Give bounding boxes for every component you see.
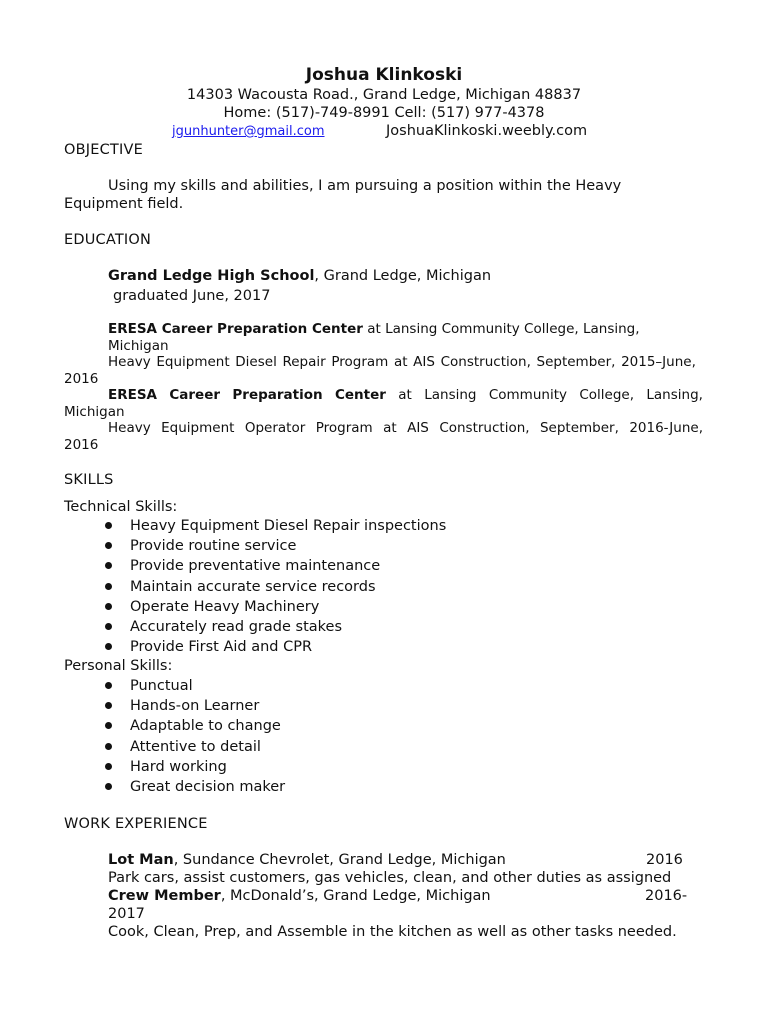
job-2-employer: , McDonald’s, Grand Ledge, Michigan	[220, 888, 491, 904]
word: Construction,	[439, 420, 530, 436]
word: at	[393, 354, 408, 370]
skill-text: Accurately read grade stakes	[130, 618, 342, 635]
word: September,	[539, 420, 619, 436]
word: September,	[536, 354, 616, 370]
objective-heading: OBJECTIVE	[64, 142, 143, 158]
list-item	[104, 777, 285, 797]
high-school-entry	[108, 267, 491, 285]
technical-skills-list	[104, 516, 446, 657]
high-school-name: Grand Ledge High School	[108, 268, 315, 284]
website-text: JoshuaKlinkoski.weebly.com	[386, 123, 588, 139]
word: AIS	[407, 420, 429, 436]
eresa-1-location: at Lansing Community College, Lansing,	[362, 321, 640, 337]
word: Lansing,	[646, 387, 703, 403]
word: Repair	[282, 354, 326, 370]
skill-text: Punctual	[130, 678, 193, 694]
objective-line-1: Using my skills and abilities, I am pursuing a position within the Heavy	[108, 178, 622, 194]
bullet-icon	[105, 783, 112, 790]
eresa-1-program-end: 2016	[64, 371, 99, 387]
word: at	[383, 420, 397, 436]
bullet-icon	[105, 763, 112, 770]
skill-text: Hard working	[130, 758, 227, 775]
objective-line-2: Equipment field.	[64, 196, 184, 212]
list-item	[104, 516, 446, 536]
word: AIS	[413, 354, 435, 370]
skill-text: Provide First Aid and CPR	[130, 639, 313, 656]
eresa-1-name: ERESA Career Preparation Center	[108, 321, 363, 337]
job-2-years: 2016-	[645, 888, 688, 904]
word: 2015–June,	[621, 354, 696, 370]
eresa-2-program-end: 2016	[64, 437, 99, 453]
job-1-duties: Park cars, assist customers, gas vehicles, clean, and other duties as assigned	[108, 870, 672, 886]
skill-text: Provide routine service	[130, 538, 297, 555]
bullet-icon	[105, 623, 112, 630]
phone-numbers: Home: (517)-749-8991 Cell: (517) 977-4378	[223, 105, 545, 121]
word: Preparation	[232, 387, 323, 403]
job-1-years: 2016	[646, 852, 683, 868]
skill-text: Operate Heavy Machinery	[130, 598, 320, 615]
eresa-entry-1-line-1	[108, 321, 640, 338]
skill-text: Hands-on Learner	[130, 698, 260, 715]
list-item	[104, 676, 285, 696]
list-item	[104, 536, 446, 556]
word: College,	[579, 387, 635, 403]
graduation-date: graduated June, 2017	[113, 288, 271, 304]
word: Construction,	[440, 354, 531, 370]
high-school-location: , Grand Ledge, Michigan	[314, 268, 492, 284]
list-item	[104, 577, 446, 597]
word: Heavy	[108, 420, 151, 436]
word: Program	[331, 354, 389, 370]
personal-skills-label: Personal Skills:	[64, 658, 173, 674]
word: Equipment	[156, 354, 230, 370]
job-2-title: Crew Member	[108, 888, 221, 904]
personal-skills-list	[104, 676, 285, 797]
list-item	[104, 737, 285, 757]
bullet-icon	[105, 743, 112, 750]
word: Program	[315, 420, 373, 436]
word: Community	[488, 387, 567, 403]
bullet-icon	[105, 702, 112, 709]
word: Lansing	[424, 387, 477, 403]
job-2-years-continued: 2017	[108, 906, 145, 922]
list-item	[104, 637, 446, 657]
word: Operator	[244, 420, 306, 436]
word: Center	[334, 387, 386, 403]
skill-text: Adaptable to change	[130, 718, 281, 735]
work-experience-heading: WORK EXPERIENCE	[64, 816, 208, 832]
bullet-icon	[105, 562, 112, 569]
skill-text: Provide preventative maintenance	[130, 558, 381, 575]
eresa-entry-1-line-2: Michigan	[108, 338, 169, 354]
bullet-icon	[105, 722, 112, 729]
bullet-icon	[105, 522, 112, 529]
list-item	[104, 757, 285, 777]
address: 14303 Wacousta Road., Grand Ledge, Michigan 48837	[186, 87, 582, 103]
eresa-entry-2-line-2: Michigan	[64, 404, 125, 420]
bullet-icon	[105, 682, 112, 689]
eresa-entry-2-line-1	[108, 387, 703, 404]
word: Equipment	[161, 420, 235, 436]
bullet-icon	[105, 603, 112, 610]
job-2-duties: Cook, Clean, Prep, and Assemble in the kitchen as well as other tasks needed.	[108, 924, 677, 940]
bullet-icon	[105, 643, 112, 650]
skill-text: Heavy Equipment Diesel Repair inspections	[130, 518, 447, 534]
education-heading: EDUCATION	[64, 232, 152, 248]
applicant-name: Joshua Klinkoski	[305, 65, 463, 85]
skill-text: Maintain accurate service records	[130, 578, 376, 595]
bullet-icon	[105, 542, 112, 549]
word: Heavy	[108, 354, 151, 370]
job-1-employer: , Sundance Chevrolet, Grand Ledge, Michigan	[173, 852, 506, 868]
skill-text: Great decision maker	[130, 778, 286, 795]
word: ERESA	[108, 387, 158, 403]
list-item	[104, 696, 285, 716]
word: Diesel	[235, 354, 277, 370]
list-item	[104, 556, 446, 576]
email-link[interactable]: jgunhunter@gmail.com	[172, 124, 325, 139]
list-item	[104, 617, 446, 637]
bullet-icon	[105, 583, 112, 590]
eresa-2-program	[108, 420, 703, 437]
word: 2016-June,	[629, 420, 703, 436]
job-1-title: Lot Man	[108, 852, 174, 868]
list-item	[104, 716, 285, 736]
job-2-title-line	[108, 887, 491, 905]
word: at	[398, 387, 412, 403]
technical-skills-label: Technical Skills:	[64, 499, 178, 515]
list-item	[104, 597, 446, 617]
job-1-title-line	[108, 851, 506, 869]
eresa-1-program	[108, 354, 696, 371]
skills-heading: SKILLS	[64, 472, 114, 488]
skill-text: Attentive to detail	[130, 738, 261, 755]
word: Career	[169, 387, 221, 403]
